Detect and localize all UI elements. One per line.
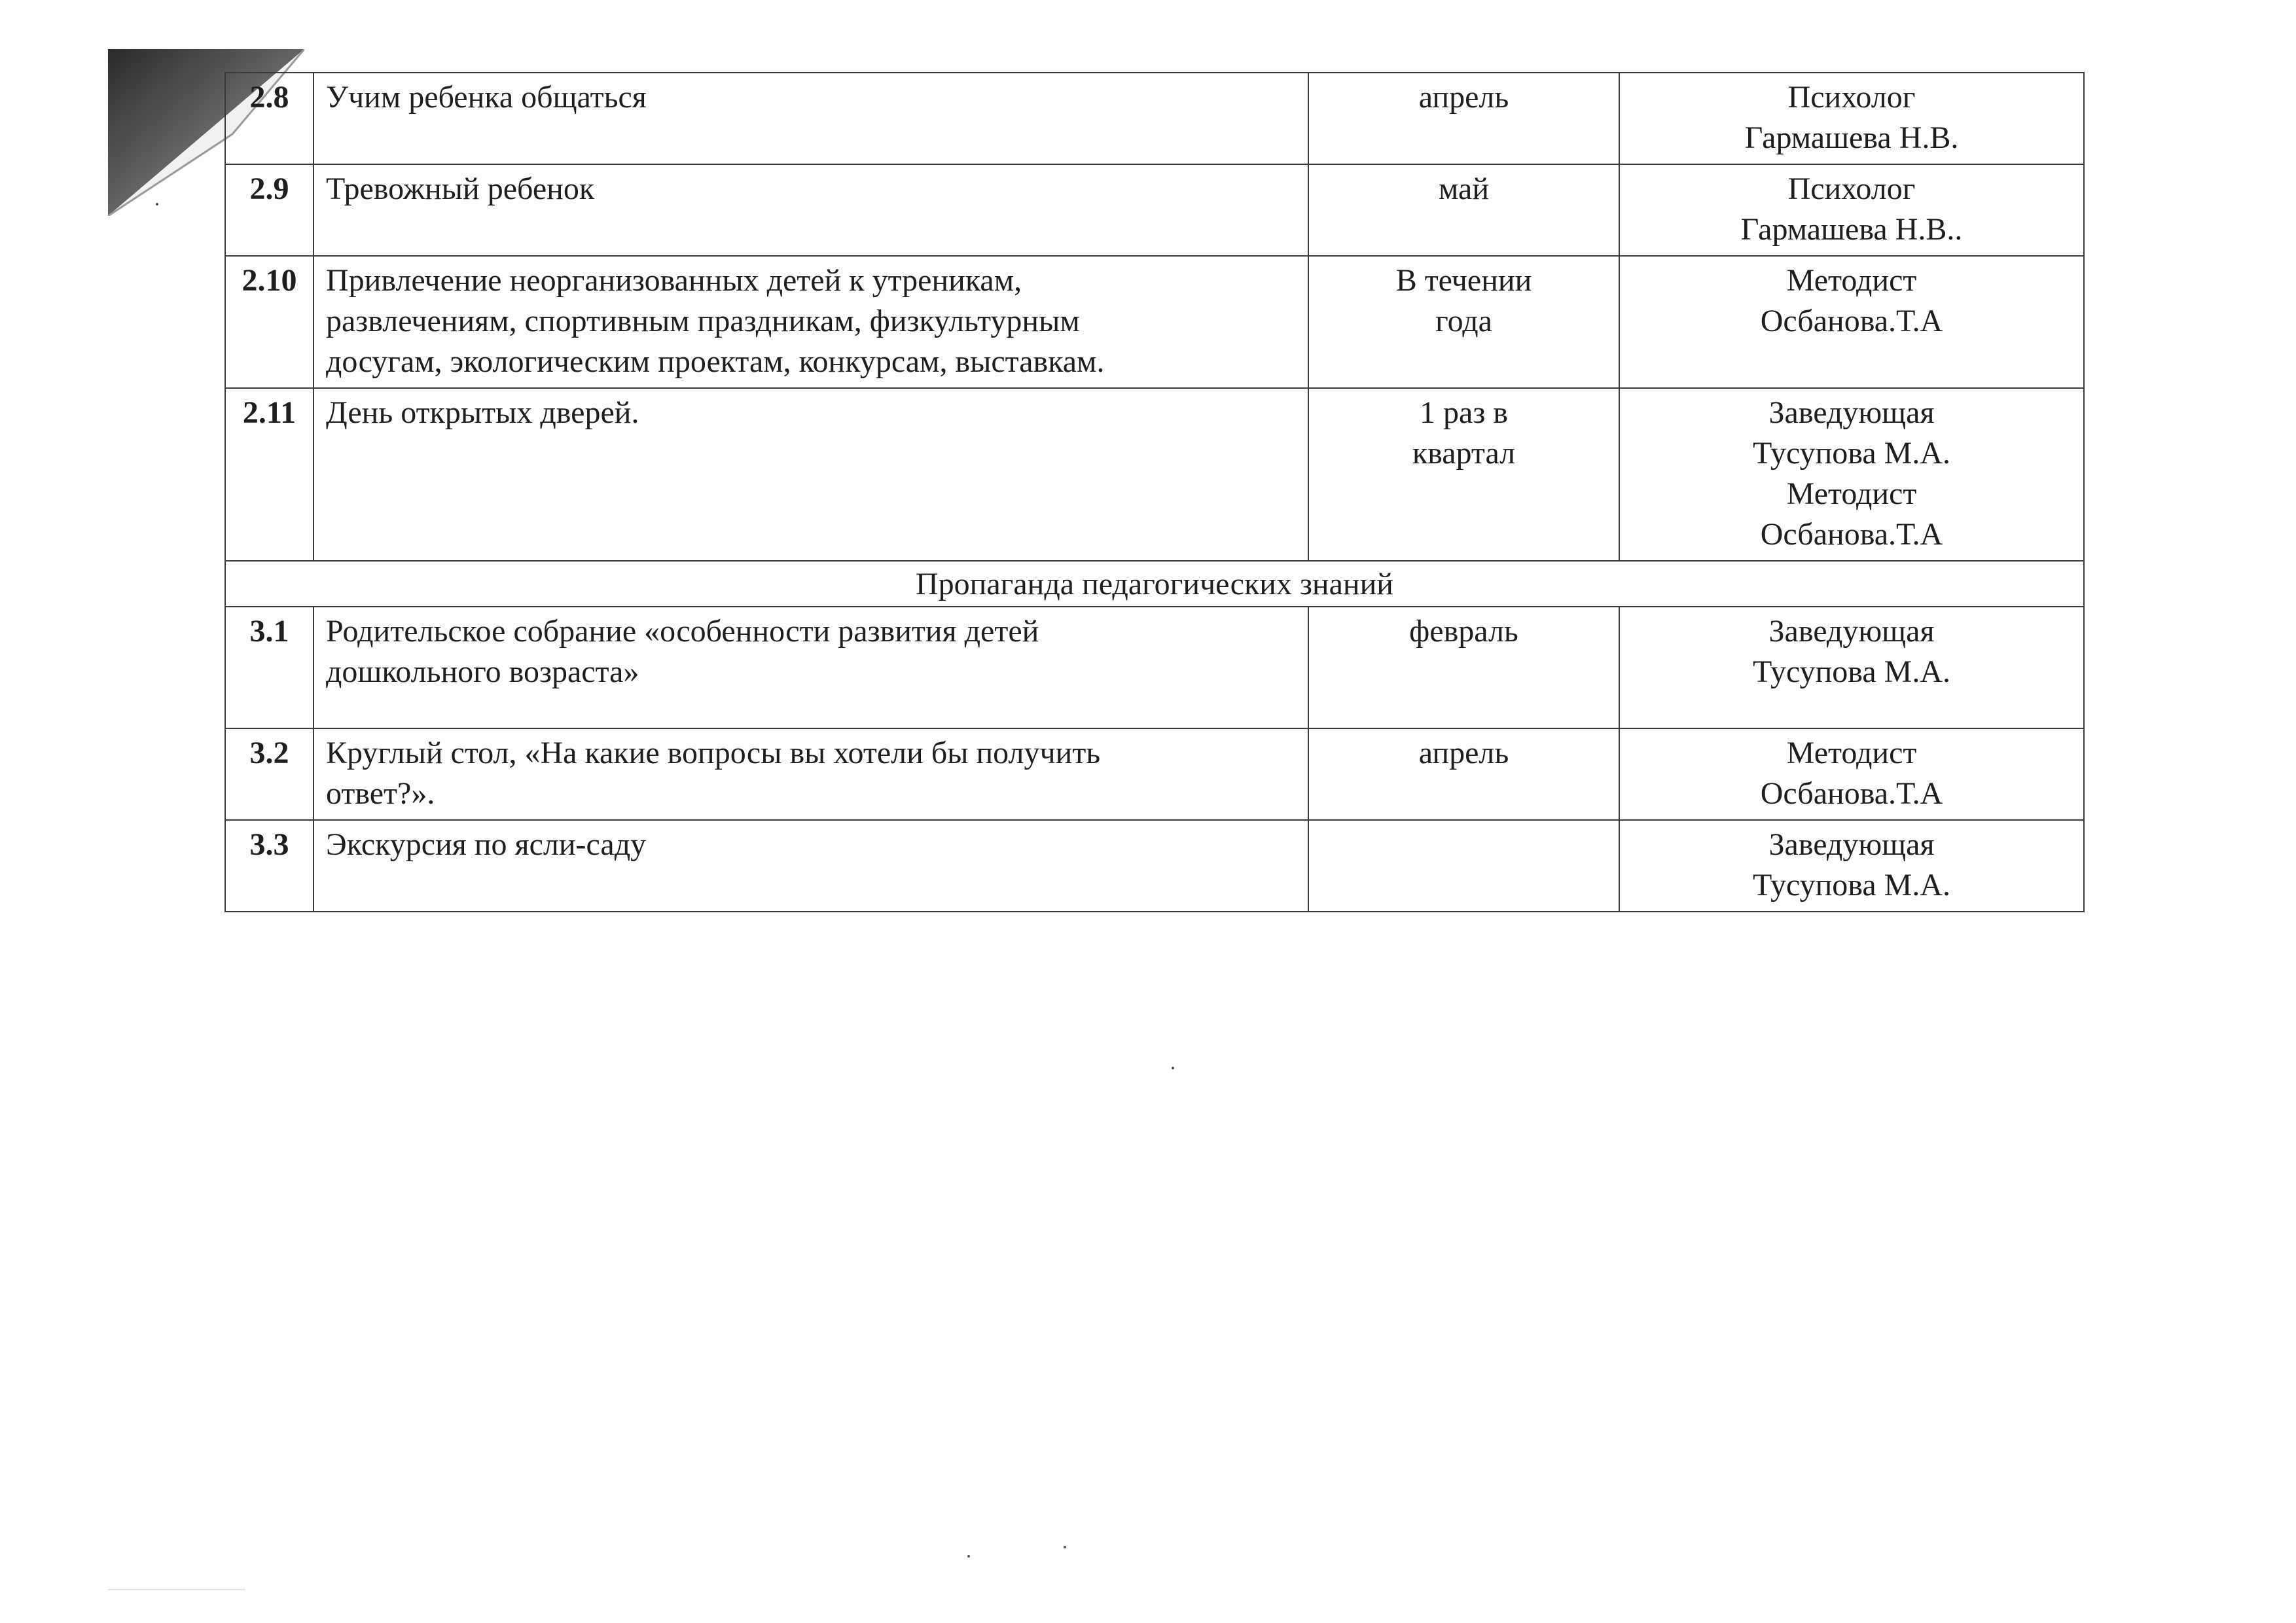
activity-line: Тревожный ребенок	[326, 171, 595, 206]
activity-line: Родительское собрание «особенности развития детей	[326, 614, 1039, 649]
responsible-line: Заведующая	[1768, 395, 1935, 430]
scan-speck	[967, 1555, 970, 1558]
table-row	[225, 388, 2084, 561]
responsible-line: Психолог	[1787, 80, 1916, 115]
date-cell	[1308, 820, 1619, 912]
responsible-line: Методист	[1786, 736, 1917, 770]
date-line: апрель	[1418, 80, 1509, 115]
section-title: Пропаганда педагогических знаний	[225, 561, 2084, 607]
date-line: апрель	[1418, 736, 1509, 770]
scan-edge-mark	[108, 1589, 245, 1590]
responsible-line: Методист	[1786, 476, 1917, 511]
responsible-cell	[1619, 388, 2084, 561]
responsible-line: Гармашева Н.В..	[1740, 212, 1963, 247]
activity-line: развлечениям, спортивным праздникам, физкультурным	[326, 304, 1080, 338]
responsible-line: Осбанова.Т.А	[1760, 776, 1943, 811]
plan-table-container	[224, 72, 2083, 912]
date-cell	[1308, 256, 1619, 388]
table-row	[225, 73, 2084, 164]
responsible-cell	[1619, 820, 2084, 912]
responsible-cell	[1619, 728, 2084, 820]
row-number: 2.10	[225, 256, 314, 388]
activity-cell	[314, 728, 1308, 820]
responsible-cell	[1619, 73, 2084, 164]
row-number: 3.3	[225, 820, 314, 912]
row-number: 3.1	[225, 607, 314, 728]
date-line: май	[1438, 171, 1490, 206]
responsible-cell	[1619, 607, 2084, 728]
table-row	[225, 256, 2084, 388]
responsible-line: Осбанова.Т.А	[1760, 517, 1943, 552]
responsible-cell	[1619, 256, 2084, 388]
activity-cell	[314, 164, 1308, 256]
responsible-line: Заведующая	[1768, 827, 1935, 862]
row-number: 2.8	[225, 73, 314, 164]
responsible-cell	[1619, 164, 2084, 256]
table-row	[225, 728, 2084, 820]
date-line: квартал	[1412, 436, 1516, 471]
row-number: 2.11	[225, 388, 314, 561]
activity-line: Экскурсия по ясли-саду	[326, 827, 647, 862]
date-line: февраль	[1409, 614, 1518, 649]
section-header-row	[225, 561, 2084, 607]
row-number: 2.9	[225, 164, 314, 256]
activity-cell	[314, 256, 1308, 388]
activity-line: Привлечение неорганизованных детей к утреникам,	[326, 263, 1022, 298]
activity-line: досугам, экологическим проектам, конкурсам, выставкам.	[326, 344, 1105, 379]
date-line: года	[1435, 304, 1492, 338]
date-cell	[1308, 164, 1619, 256]
scan-speck	[1172, 1067, 1174, 1069]
responsible-line: Психолог	[1787, 171, 1916, 206]
date-cell	[1308, 728, 1619, 820]
activity-cell	[314, 73, 1308, 164]
plan-table	[224, 72, 2085, 912]
activity-line: дошкольного возраста»	[326, 654, 639, 689]
responsible-line: Методист	[1786, 263, 1917, 298]
responsible-line: Гармашева Н.В.	[1744, 120, 1959, 155]
responsible-line: Заведующая	[1768, 614, 1935, 649]
activity-line: ответ?».	[326, 776, 435, 811]
activity-cell	[314, 388, 1308, 561]
table-row	[225, 164, 2084, 256]
activity-cell	[314, 607, 1308, 728]
date-cell	[1308, 607, 1619, 728]
activity-line: Круглый стол, «На какие вопросы вы хотели бы получить	[326, 736, 1101, 770]
date-line: В течении	[1395, 263, 1532, 298]
date-line: 1 раз в	[1420, 395, 1508, 430]
table-row	[225, 820, 2084, 912]
scan-speck	[1064, 1546, 1066, 1548]
responsible-line: Тусупова М.А.	[1753, 436, 1950, 471]
table-row	[225, 607, 2084, 728]
date-cell	[1308, 73, 1619, 164]
date-cell	[1308, 388, 1619, 561]
activity-line: Учим ребенка общаться	[326, 80, 647, 115]
responsible-line: Тусупова М.А.	[1753, 654, 1950, 689]
row-number: 3.2	[225, 728, 314, 820]
activity-line: День открытых дверей.	[326, 395, 639, 430]
responsible-line: Тусупова М.А.	[1753, 868, 1950, 902]
activity-cell	[314, 820, 1308, 912]
scan-speck	[156, 203, 158, 205]
responsible-line: Осбанова.Т.А	[1760, 304, 1943, 338]
